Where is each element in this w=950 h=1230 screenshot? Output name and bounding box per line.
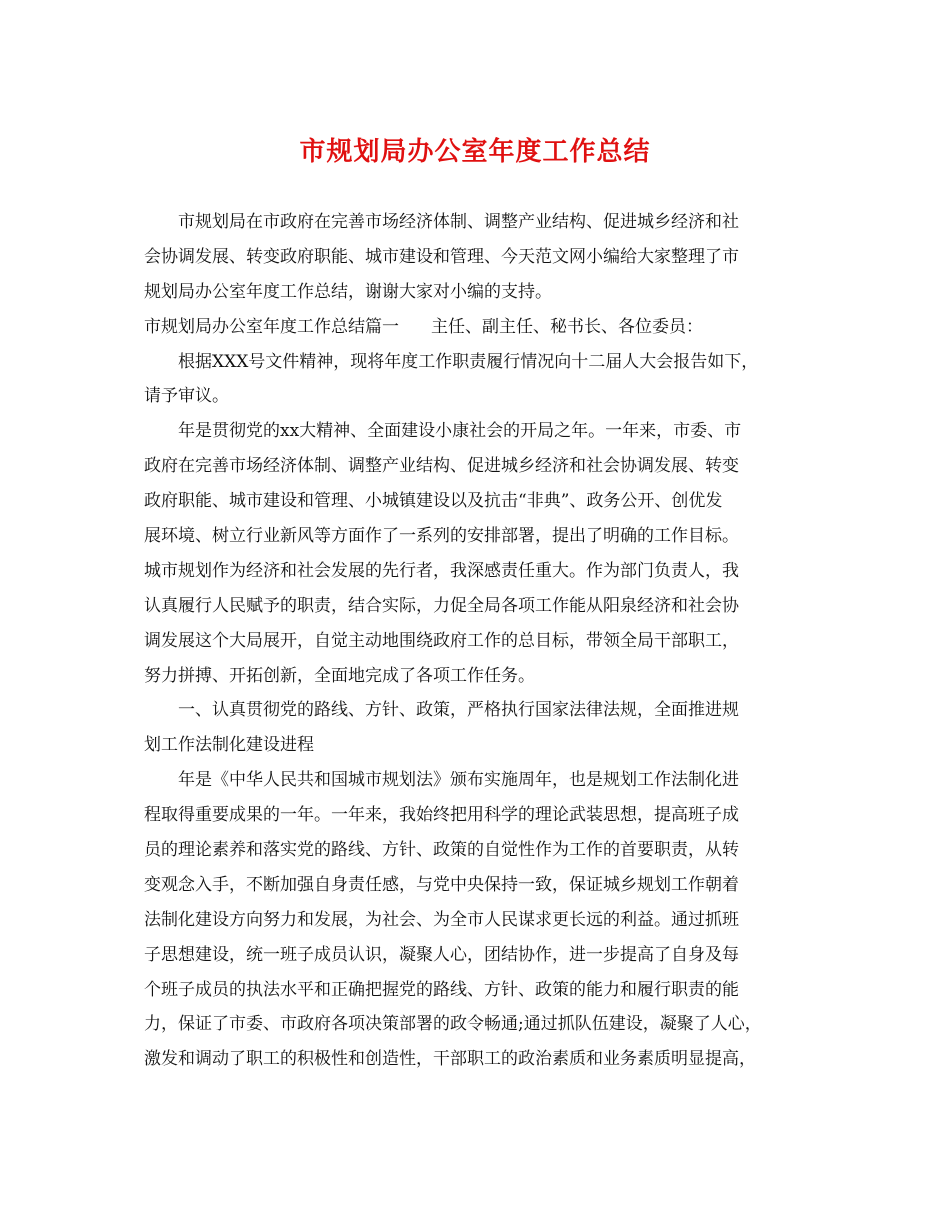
document-title: 市规划局办公室年度工作总结 xyxy=(299,137,651,167)
text-line-content: 展环境、树立行业新风等方面作了一系列的安排部署，提出了明确的工作目标。 xyxy=(144,526,739,547)
text-line xyxy=(144,798,810,833)
text-line-content: 划工作法制化建设进程 xyxy=(144,735,314,756)
document-body xyxy=(144,205,810,1077)
text-line xyxy=(144,275,810,310)
text-line-content: 请予审议。 xyxy=(144,386,229,407)
text-line xyxy=(144,484,810,519)
text-line xyxy=(144,973,810,1008)
text-line xyxy=(144,1007,810,1042)
text-line xyxy=(144,763,810,798)
text-line xyxy=(144,589,810,624)
text-line xyxy=(144,659,810,694)
text-line xyxy=(144,868,810,903)
text-line xyxy=(144,414,810,449)
text-line xyxy=(144,205,810,240)
text-line-content: 认真履行人民赋予的职责，结合实际，力促全局各项工作能从阳泉经济和社会协 xyxy=(144,595,739,616)
text-line-content: 法制化建设方向努力和发展，为社会、为全市人民谋求更长远的利益。通过抓班 xyxy=(144,909,739,930)
text-line-content: 政府在完善市场经济体制、调整产业结构、促进城乡经济和社会协调发展、转变 xyxy=(144,456,739,477)
text-line-content: 市规划局在市政府在完善市场经济体制、调整产业结构、促进城乡经济和社 xyxy=(178,212,739,232)
text-line xyxy=(144,310,810,345)
text-line xyxy=(144,449,810,484)
text-line-content: 一、认真贯彻党的路线、方针、政策，严格执行国家法律法规，全面推进规 xyxy=(178,700,739,721)
text-line xyxy=(144,903,810,938)
text-line xyxy=(144,379,810,414)
text-line-content: 城市规划作为经济和社会发展的先行者，我深感责任重大。作为部门负责人，我 xyxy=(144,560,739,581)
text-line-content: 规划局办公室年度工作总结，谢谢大家对小编的支持。 xyxy=(144,281,552,302)
text-line xyxy=(144,519,810,554)
text-line xyxy=(144,554,810,589)
text-line-content: 年是《中华人民共和国城市规划法》颁布实施周年，也是规划工作法制化进 xyxy=(178,770,739,791)
text-line-content: 员的理论素养和落实党的路线、方针、政策的自觉性作为工作的首要职责，从转 xyxy=(144,840,739,861)
text-line-content: 力，保证了市委、市政府各项决策部署的政令畅通;通过抓队伍建设，凝聚了人心， xyxy=(144,1014,762,1035)
text-line xyxy=(144,693,810,728)
text-line xyxy=(144,345,810,380)
text-line xyxy=(144,624,810,659)
text-line-content: 会协调发展、转变政府职能、城市建设和管理、今天范文网小编给大家整理了市 xyxy=(144,246,739,267)
text-line-content: 子思想建设，统一班子成员认识，凝聚人心，团结协作，进一步提高了自身及每 xyxy=(144,944,739,965)
text-line-content: 激发和调动了职工的积极性和创造性，干部职工的政治素质和业务素质明显提高， xyxy=(144,1049,756,1070)
text-line xyxy=(144,728,810,763)
text-line xyxy=(144,833,810,868)
text-line xyxy=(144,240,810,275)
text-line-content: 调发展这个大局展开，自觉主动地围绕政府工作的总目标，带领全局干部职工， xyxy=(144,630,739,651)
text-line-content: 努力拼搏、开拓创新，全面地完成了各项工作任务。 xyxy=(144,665,535,686)
text-line-content-secondary: 主任、副主任、秘书长、各位委员： xyxy=(431,316,703,337)
text-line-content: 个班子成员的执法水平和正确把握党的路线、方针、政策的能力和履行职责的能 xyxy=(144,979,739,1000)
text-line xyxy=(144,938,810,973)
text-line-content: 根据XXX号文件精神，现将年度工作职责履行情况向十二届人大会报告如下， xyxy=(178,351,759,372)
text-line-content: 年是贯彻党的xx大精神、全面建设小康社会的开局之年。一年来，市委、市 xyxy=(178,421,742,442)
text-line-content: 程取得重要成果的一年。一年来，我始终把用科学的理论武装思想，提高班子成 xyxy=(144,805,739,826)
text-line-content: 政府职能、城市建设和管理、小城镇建设以及抗击“非典”、政务公开、创优发 xyxy=(144,491,723,512)
text-line-content: 变观念入手，不断加强自身责任感，与党中央保持一致，保证城乡规划工作朝着 xyxy=(144,874,739,895)
text-line xyxy=(144,1042,810,1077)
text-line-content: 市规划局办公室年度工作总结篇一 xyxy=(144,316,399,337)
